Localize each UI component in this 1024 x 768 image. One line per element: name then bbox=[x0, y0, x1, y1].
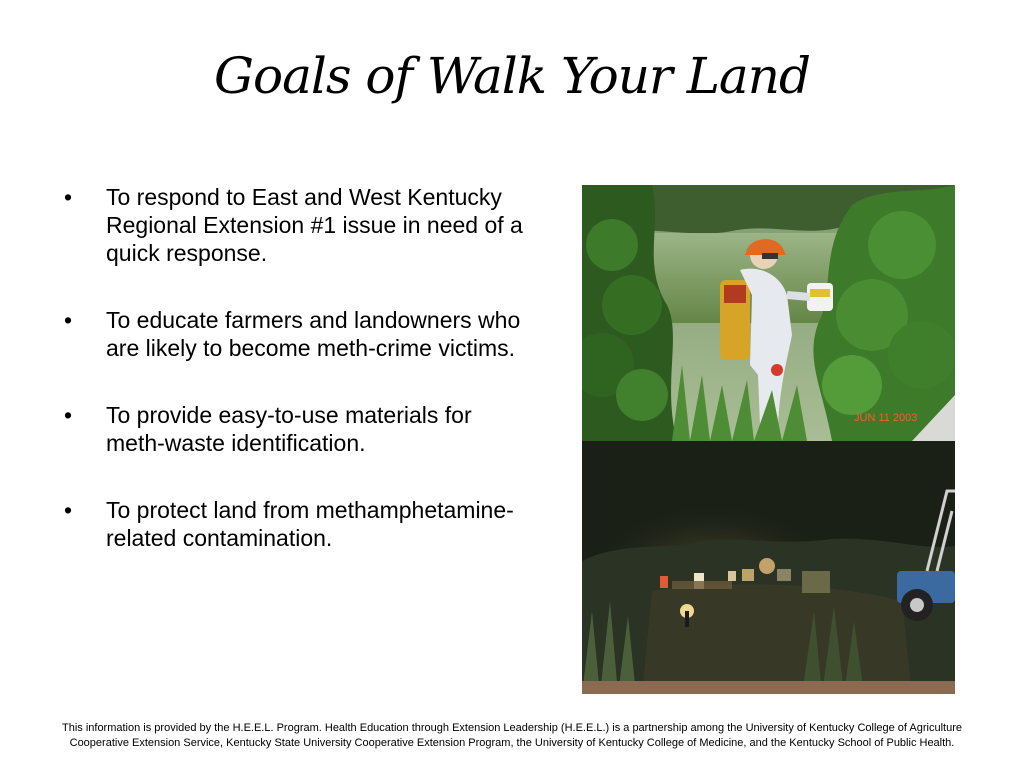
footer-line: This information is provided by the H.E.E.L. Program. Health Education through Extension Leadership (H.E.E.L.) is a partnership among the University of Kentucky College of Agriculture bbox=[61, 722, 962, 734]
hazmat-worker-photo bbox=[582, 185, 955, 441]
bullet-item bbox=[64, 183, 524, 267]
footer-credits bbox=[20, 721, 1004, 751]
footer-line: Cooperative Extension Service, Kentucky State University Cooperative Extension Program, the University of Kentucky College of Medicine, and the Kentucky School of Public Health. bbox=[69, 737, 955, 749]
bullet-text: To protect land from methamphetamine-related contamination. bbox=[106, 497, 514, 551]
photo-collage bbox=[582, 185, 955, 694]
bullet-text: To provide easy-to-use materials for meth-waste identification. bbox=[106, 402, 472, 456]
bullet-item bbox=[64, 401, 524, 457]
bullet-text: To educate farmers and landowners who are likely to become meth-crime victims. bbox=[106, 307, 521, 361]
bullet-item bbox=[64, 496, 524, 552]
bullet-list bbox=[64, 183, 524, 591]
bullet-text: To respond to East and West Kentucky Regional Extension #1 issue in need of a quick response. bbox=[106, 184, 523, 266]
date-stamp: JUN 11 2003 bbox=[854, 412, 918, 424]
bullet-dot: • bbox=[64, 402, 73, 428]
bullet-item bbox=[64, 306, 524, 362]
bullet-dot: • bbox=[64, 307, 73, 333]
bullet-dot: • bbox=[64, 497, 73, 523]
night-dump-site-photo bbox=[582, 441, 955, 694]
bullet-dot: • bbox=[64, 184, 73, 210]
slide-title: Goals of Walk Your Land bbox=[214, 47, 810, 105]
